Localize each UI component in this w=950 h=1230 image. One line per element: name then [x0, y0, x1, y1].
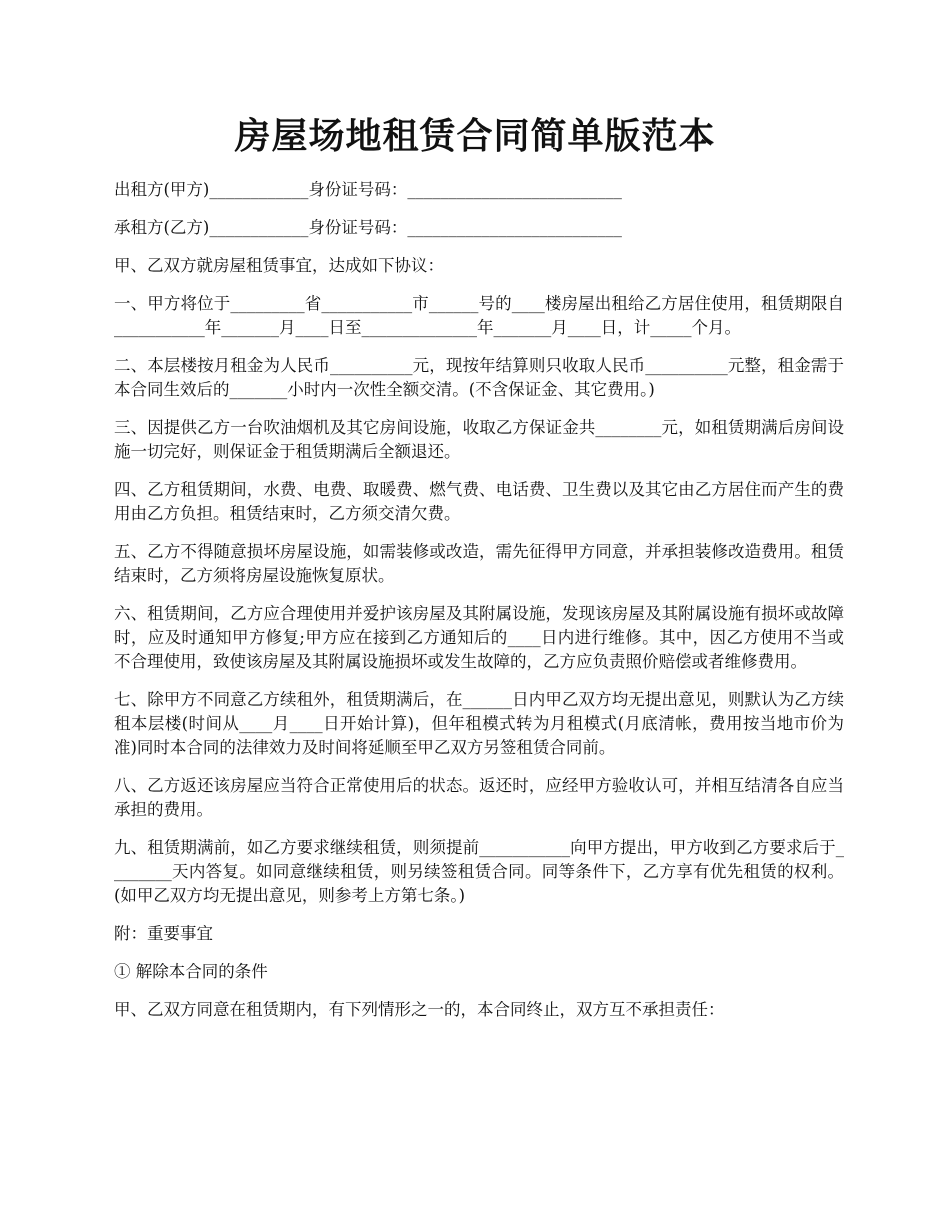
clause-8: 八、乙方返还该房屋应当符合正常使用后的状态。返还时，应经甲方验收认可，并相互结清各自应当承担的费用。 [114, 776, 844, 819]
clause-3: 三、因提供乙方一台吹油烟机及其它房间设施，收取乙方保证金共________元，如租赁期满后房间设施一切完好，则保证金于租赁期满后全额退还。 [114, 418, 844, 461]
clause-7: 七、除甲方不同意乙方续租外，租赁期满后，在______日内甲乙双方均无提出意见，则默认为乙方续租本层楼(时间从____月____日开始计算)，但年租模式转为月租模式(月底清帐，费用按当地市价为准)同时本合同的法律效力及时间将延顺至甲乙双方另签租赁合同前。 [114, 690, 844, 757]
lessee-line: 承租方(乙方)____________身份证号码：__________________________ [114, 218, 622, 237]
clause-6: 六、租赁期间，乙方应合理使用并爱护该房屋及其附属设施，发现该房屋及其附属设施有损坏或故障时，应及时通知甲方修复;甲方应在接到乙方通知后的____日内进行维修。其中，因乙方使用不当或不合理使用，致使该房屋及其附属设施损坏或发生故障的，乙方应负责照价赔偿或者维修费用。 [114, 604, 844, 671]
clause-4: 四、乙方租赁期间，水费、电费、取暖费、燃气费、电话费、卫生费以及其它由乙方居住而产生的费用由乙方负担。租赁结束时，乙方须交清欠费。 [114, 480, 844, 523]
document-title: 房屋场地租赁合同简单版范本 [234, 115, 716, 157]
clause-2: 二、本层楼按月租金为人民币__________元，现按年结算则只收取人民币__________元整，租金需于本合同生效后的_______小时内一次性全额交清。(不含保证金、其它费用。) [114, 356, 844, 399]
clause-1: 一、甲方将位于_________省___________市______号的____楼房屋出租给乙方居住使用，租赁期限自___________年_______月____日至______________年_______月____日，计_____个月。 [114, 294, 844, 337]
termination-intro: 甲、乙双方同意在租赁期内，有下列情形之一的，本合同终止，双方互不承担责任： [114, 1000, 725, 1019]
lessor-line: 出租方(甲方)____________身份证号码：__________________________ [114, 180, 622, 199]
clause-9: 九、租赁期满前，如乙方要求继续租赁，则须提前___________向甲方提出，甲方收到乙方要求后于________天内答复。如同意继续租赁，则另续签租赁合同。同等条件下，乙方享有优先租赁的权利。(如甲乙双方均无提出意见，则参考上方第七条。) [114, 838, 844, 905]
agreement-intro: 甲、乙双方就房屋租赁事宜，达成如下协议： [114, 256, 444, 275]
document-body [114, 178, 844, 1036]
appendix-heading: 附：重要事宜 [114, 924, 213, 943]
termination-conditions-heading: ① 解除本合同的条件 [114, 962, 268, 981]
clause-5: 五、乙方不得随意损坏房屋设施，如需装修或改造，需先征得甲方同意，并承担装修改造费用。租赁结束时，乙方须将房屋设施恢复原状。 [114, 542, 844, 585]
